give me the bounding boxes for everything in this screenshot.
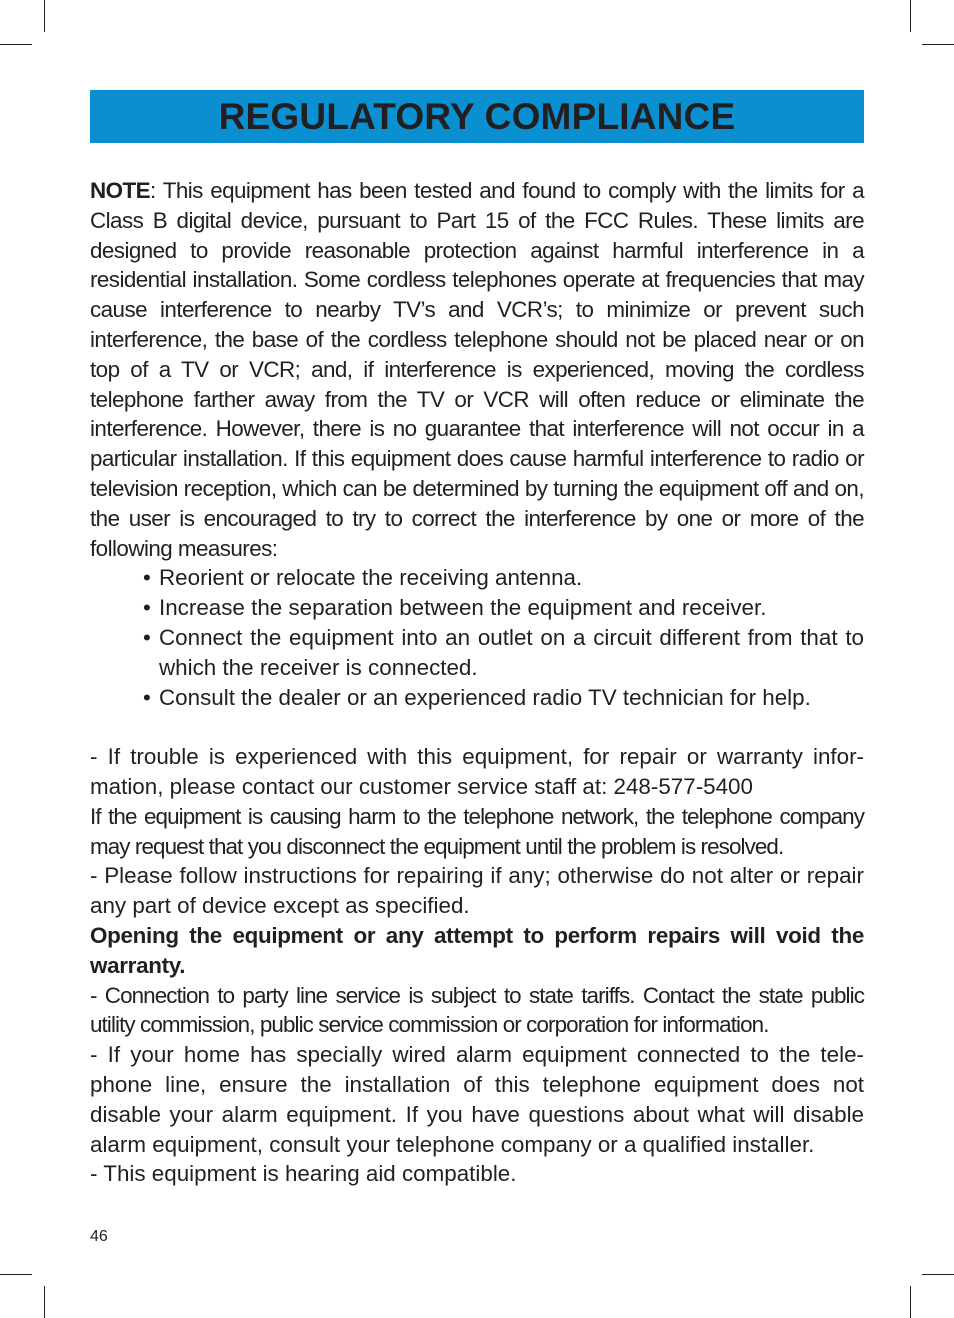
- list-item: • Increase the separation between the equipment and receiver.: [143, 593, 864, 623]
- crop-mark: [0, 1274, 32, 1275]
- warranty-warning: Opening the equipment or any attempt to perform repairs will void the warranty.: [90, 922, 864, 978]
- bullet-icon: •: [143, 624, 151, 650]
- list-item: • Reorient or relocate the receiving antenna.: [143, 563, 864, 593]
- note-label: NOTE: [90, 178, 150, 203]
- note-paragraph: [90, 176, 864, 563]
- list-item: • Connect the equipment into an outlet on a circuit different from that to which the receiver is connected.: [143, 624, 864, 680]
- bullet-icon: •: [143, 684, 151, 710]
- crop-mark: [922, 1274, 954, 1275]
- title-bar: [90, 90, 864, 143]
- crop-mark: [922, 44, 954, 45]
- note-text: : This equipment has been tested and found to comply with the limits for a Class B digital device, pursuant to Part 15 of the FCC Rules. These limits are designed to provide reasonable protection against harmful interference in a residential installation. Some cordless telephones operate at frequencies that may cause interference to nearby TV’s and VCR’s; to minimize or prevent such interference, the base of the cordless telephone should not be placed near or on top of a TV or VCR; and, if interference is experienced, moving the cordless telephone farther away from the TV or VCR will often reduce or eliminate the interference. However, there is no guarantee that interference will not occur in a particular installation. If this equipment does cause harmful interference to radio or television reception, which can be determined by turning the equipment off and on, the user is encouraged to try to correct the interference by one or more of the following measures:: [90, 178, 864, 561]
- crop-mark: [44, 1286, 45, 1318]
- party-line-paragraph: - Connection to party line service is subject to state tariffs. Contact the state public utility commission, public service commission or corporation for information.: [90, 982, 864, 1038]
- page-title: REGULATORY COMPLIANCE: [218, 95, 736, 137]
- crop-mark: [44, 0, 45, 32]
- crop-mark: [910, 0, 911, 32]
- measures-list: [90, 563, 864, 712]
- alarm-paragraph: - If your home has specially wired alarm equipment connected to the tele-phone line, ensure the installation of this telephone equipment does not disable your alarm equipment. If you have questions about what will disable alarm equipment, consult your telephone company or a qualified installer.: [90, 1042, 864, 1157]
- crop-mark: [0, 44, 32, 45]
- bullet-icon: •: [143, 565, 151, 591]
- crop-mark: [910, 1286, 911, 1318]
- list-item: • Consult the dealer or an experienced radio TV technician for help.: [143, 683, 864, 713]
- spacer: [90, 712, 864, 742]
- harm-paragraph: If the equipment is causing harm to the telephone network, the telephone company may request that you disconnect the equipment until the problem is resolved.: [90, 803, 864, 859]
- trouble-paragraph: - If trouble is experienced with this equipment, for repair or warranty infor-mation, please contact our customer service staff at: 248-577-5400: [90, 744, 864, 799]
- page-number: 46: [90, 1228, 108, 1245]
- hearing-aid-paragraph: - This equipment is hearing aid compatible.: [90, 1161, 517, 1187]
- repair-paragraph: - Please follow instructions for repairing if any; otherwise do not alter or repair any part of device except as specified.: [90, 863, 864, 919]
- compliance-content: [90, 176, 864, 1189]
- bullet-icon: •: [143, 595, 151, 621]
